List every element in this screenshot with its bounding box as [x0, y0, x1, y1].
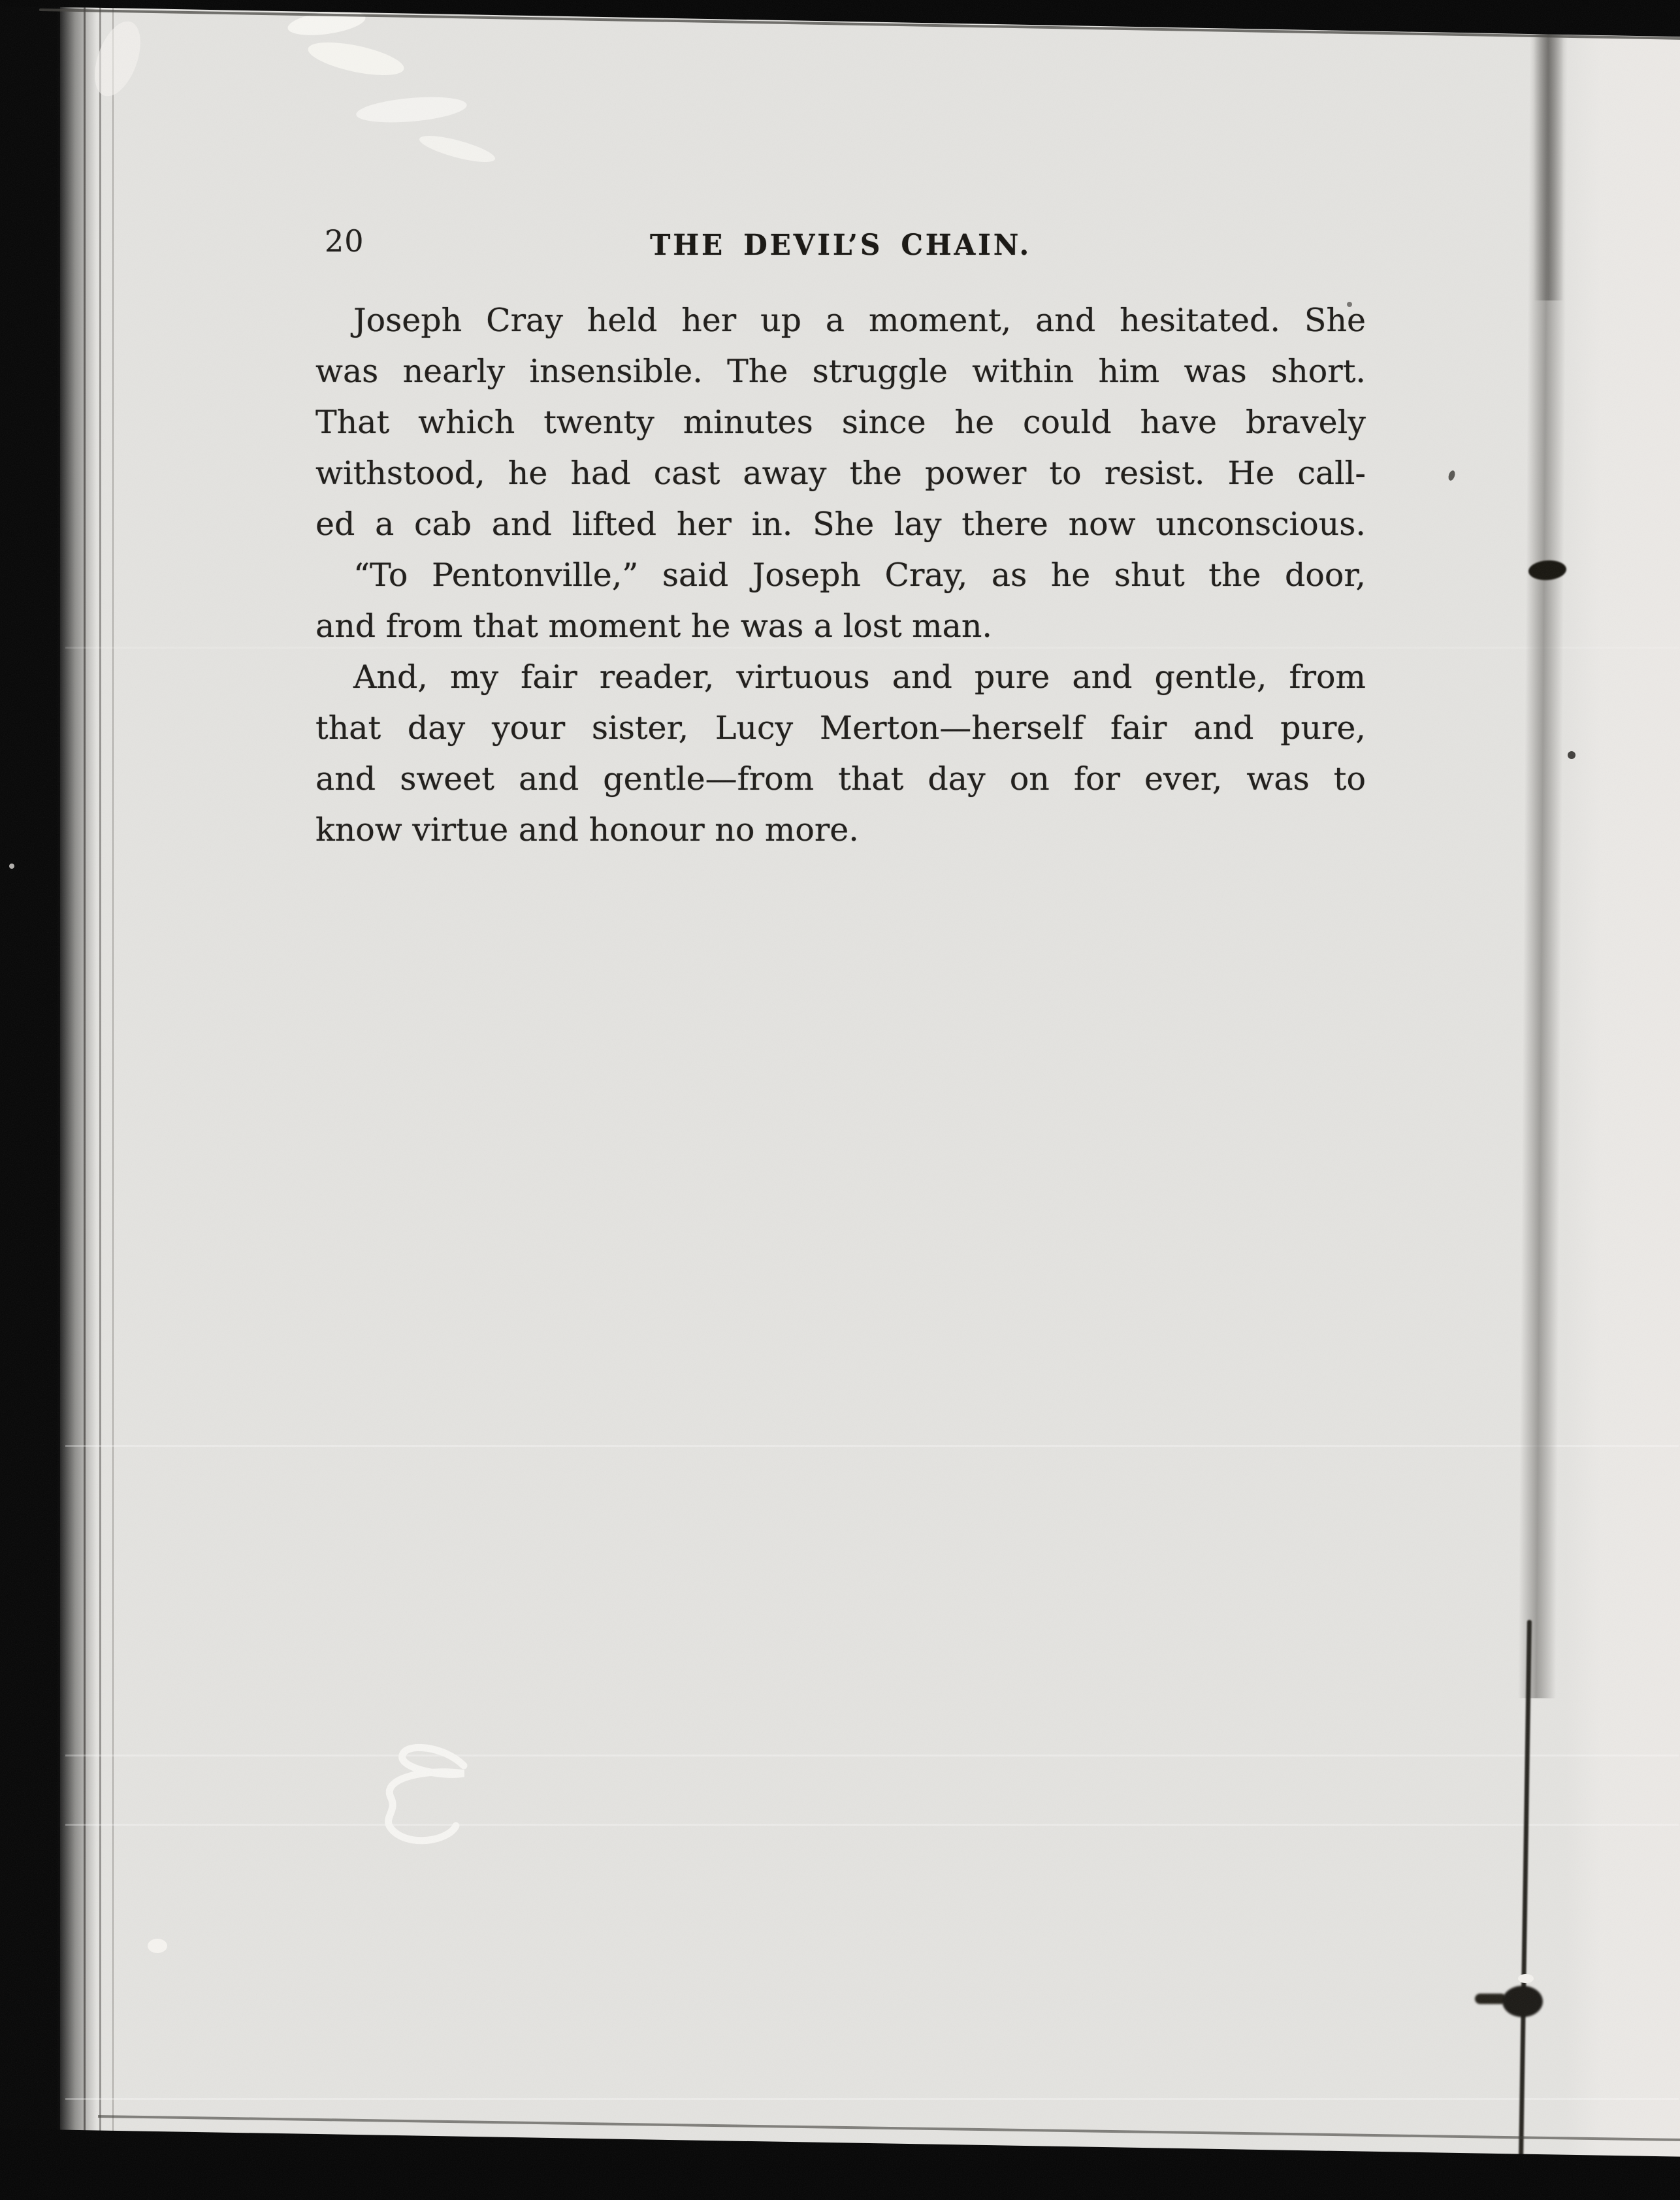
- scanner-streak: [65, 1445, 1679, 1447]
- body-line: ed a cab and lifted her in. She lay there now unconscious.: [315, 506, 1366, 543]
- white-speck: [148, 1939, 167, 1953]
- page-number: 20: [325, 223, 364, 259]
- body-line: was nearly insensible. The struggle within him was short.: [315, 353, 1366, 390]
- scanner-streak: [65, 1755, 1679, 1756]
- page-gutter-shadow-top: [1534, 26, 1564, 300]
- body-line: and sweet and gentle—from that day on for ever, was to: [315, 760, 1366, 798]
- white-speck: [1518, 1974, 1534, 1983]
- body-text: [315, 295, 1366, 856]
- body-line: And, my fair reader, virtuous and pure and gentle, from: [353, 658, 1366, 696]
- page-edge-line: [112, 0, 114, 2200]
- adjacent-page-edge: [1566, 0, 1680, 2200]
- body-line: “To Pentonville,” said Joseph Cray, as he shut the door,: [353, 557, 1366, 594]
- body-line: That which twenty minutes since he could have bravely: [315, 404, 1366, 441]
- binding-thread-knot: [1502, 1986, 1543, 2017]
- body-line: know virtue and honour no more.: [315, 811, 859, 849]
- page-edge-line: [84, 0, 86, 2200]
- body-line: and from that moment he was a lost man.: [315, 607, 992, 645]
- scanner-streak: [65, 2098, 1679, 2100]
- body-line: that day your sister, Lucy Merton—herself fair and pure,: [315, 709, 1366, 747]
- body-line: withstood, he had cast away the power to resist. He call-: [315, 455, 1366, 492]
- binding-thread-knot-wing: [1475, 1994, 1506, 2004]
- white-speck: [9, 864, 14, 869]
- scanner-streak: [65, 1824, 1679, 1826]
- white-squiggle-mark: [366, 1741, 509, 1858]
- page-edge-line: [99, 0, 101, 2200]
- body-line: Joseph Cray held her up a moment, and hesitated. She: [353, 302, 1366, 339]
- binding-shadow-left: [57, 0, 97, 2200]
- running-title: THE DEVIL’S CHAIN.: [649, 229, 1032, 262]
- dark-speck: [1568, 751, 1575, 759]
